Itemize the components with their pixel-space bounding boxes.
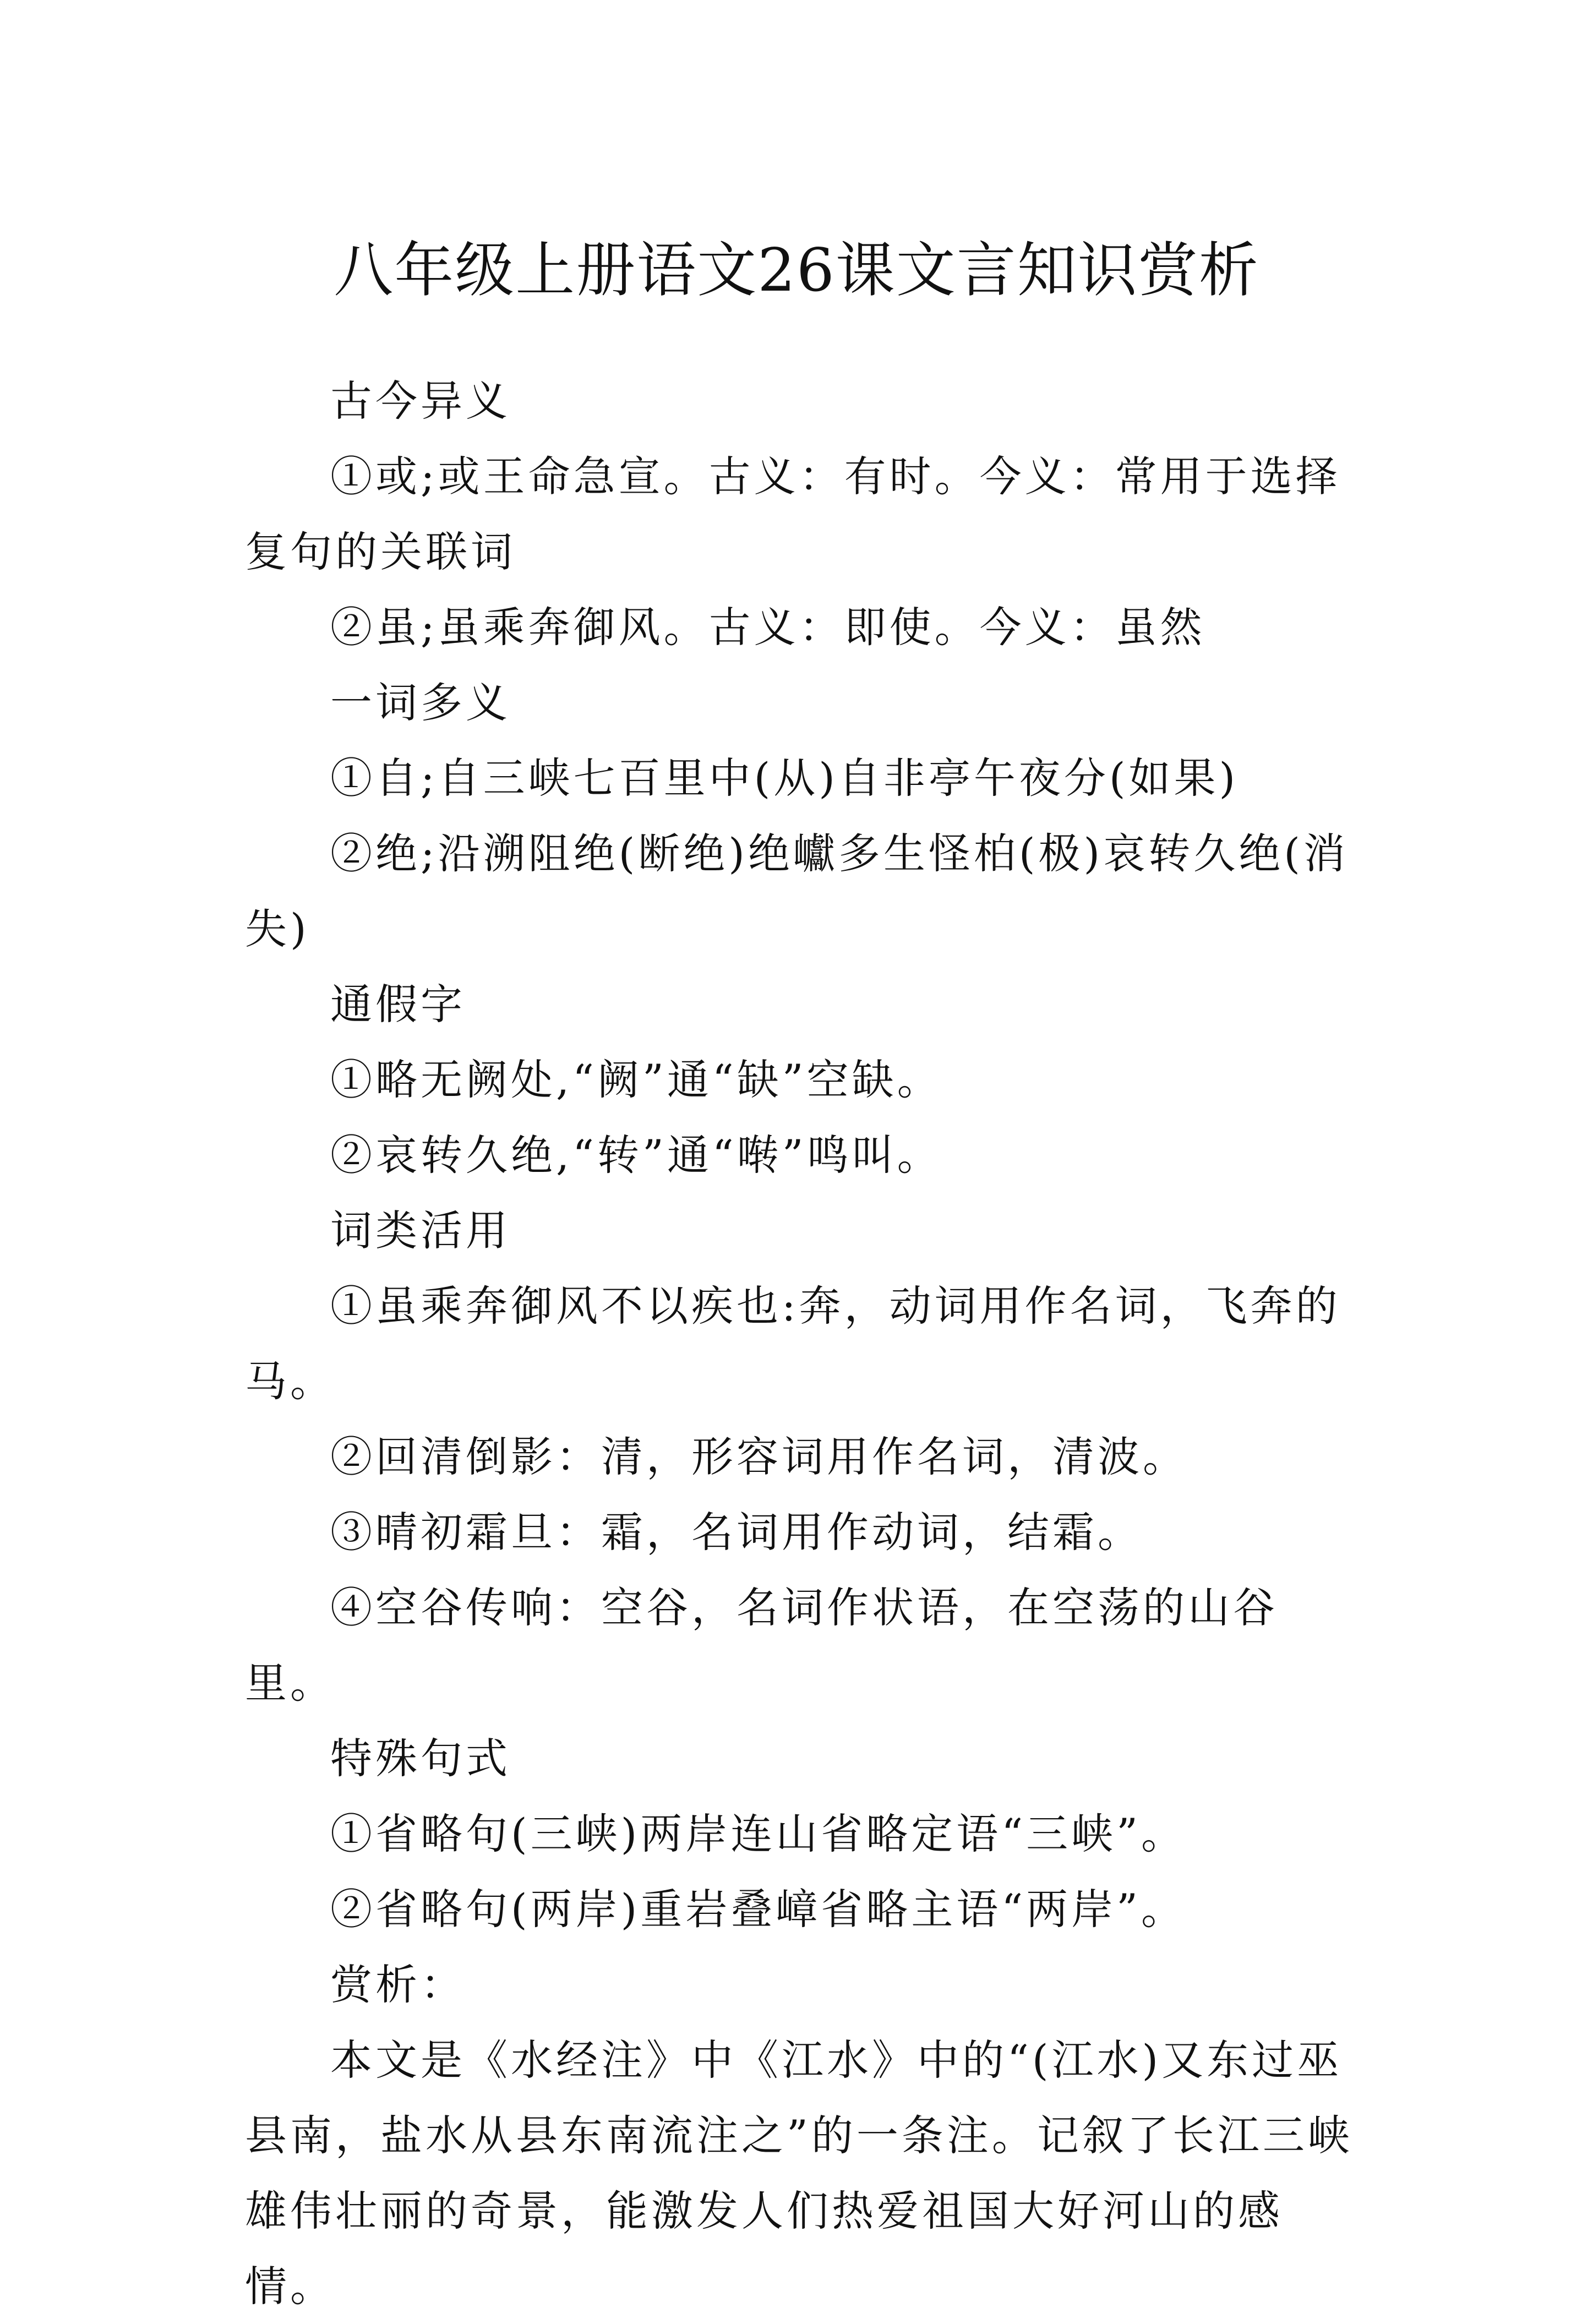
paragraph: ②省略句(两岸)重岩叠嶂省略主语“两岸”。 <box>330 1885 1187 1934</box>
paragraph: ①虽乘奔御风不以疾也:奔，动词用作名词，飞奔的马。 <box>245 1281 1341 1406</box>
paragraph: ②绝;沿溯阻绝(断绝)绝巘多生怪柏(极)哀转久绝(消失) <box>245 829 1349 953</box>
section-heading: 词类活用 <box>330 1206 511 1255</box>
section-heading: 通假字 <box>330 980 466 1029</box>
paragraph: ②哀转久绝,“转”通“啭”鸣叫。 <box>330 1131 942 1180</box>
paragraph: ①或;或王命急宣。古义：有时。今义：常用于选择复句的关联词 <box>245 452 1341 576</box>
paragraph: ④空谷传响：空谷，名词作状语，在空荡的山谷里。 <box>245 1583 1278 1707</box>
paragraph: ③晴初霜旦：霜，名词用作动词，结霜。 <box>330 1508 1143 1557</box>
paragraph: ②回清倒影：清，形容词用作名词，清波。 <box>330 1432 1188 1481</box>
paragraph: ①略无阙处,“阙”通“缺”空缺。 <box>330 1055 942 1104</box>
paragraph: ②虽;虽乘奔御风。古义：即使。今义：虽然 <box>330 603 1205 652</box>
section-heading: 古今异义 <box>330 377 511 425</box>
section-heading: 赏析： <box>330 1960 466 2009</box>
paragraph: ①自;自三峡七百里中(从)自非亭午夜分(如果) <box>330 754 1239 803</box>
page-title: 八年级上册语文26课文言知识赏析 <box>334 236 1259 305</box>
section-heading: 特殊句式 <box>330 1734 511 1783</box>
paragraph: 本文是《水经注》中《江水》中的“(江水)又东过巫县南，盐水从县东南流注之”的一条注。记叙了长江三峡雄伟壮丽的奇景，能激发人们热爱祖国大好河山的感情。 <box>245 2036 1353 2311</box>
document-body <box>245 363 1354 2324</box>
paragraph: ①省略句(三峡)两岸连山省略定语“三峡”。 <box>330 1809 1187 1858</box>
section-heading: 一词多义 <box>330 678 511 727</box>
